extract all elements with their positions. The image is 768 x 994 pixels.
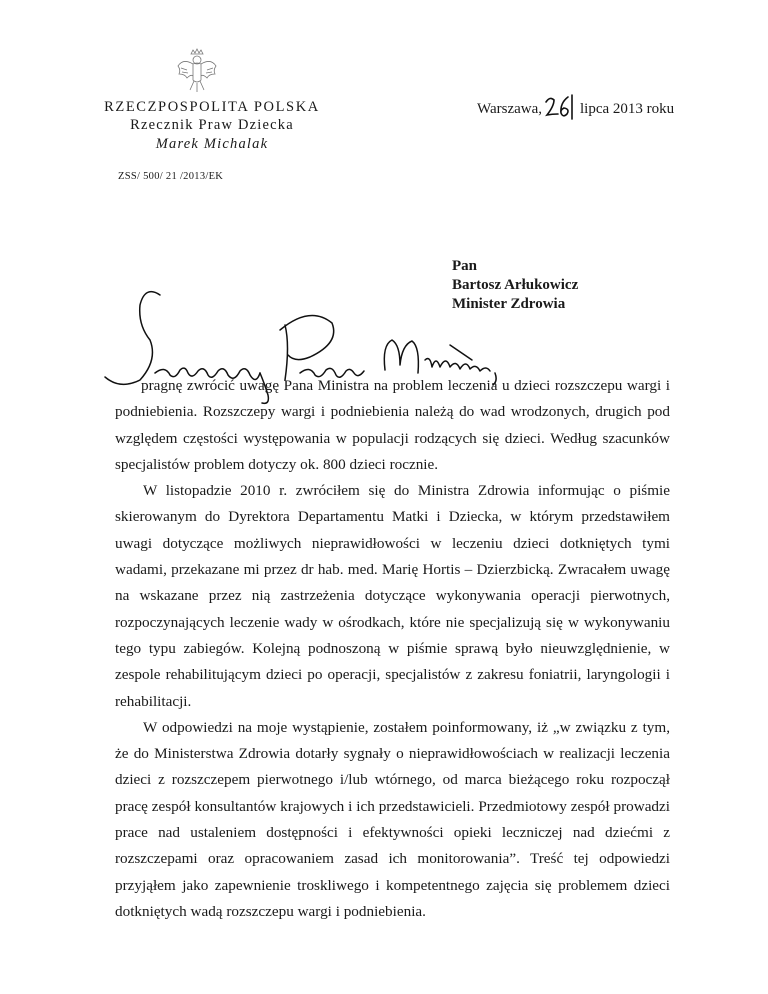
paragraph: W odpowiedzi na moje wystąpienie, zostałem poinformowany, iż „w związku z tym, że do Ministerstwa Zdrowia dotarły sygnały o nieprawidłowościach w realizacji leczenia dzieci z rozszczepem pierwotnego i/lub wtórnego, od marca bieżącego roku rozpoczął pracę zespół konsultantów krajowych i ich przedstawicieli. Przedmiotowy zespół prowadzi prace nad ustaleniem dostępności i efektywności opieki leczniczej nad dziećmi z rozszczepami oraz opracowaniem zasad ich monitorowania”. Treść tej odpowiedzi przyjąłem jako zapewnienie troskliwego i kompetentnego zajęcia się problemem dzieci dotkniętych wadą rozszczepu wargi i podniebienia. xyxy=(115,718,670,920)
addressee-name: Bartosz Arłukowicz xyxy=(452,277,579,293)
office-name: Rzecznik Praw Dziecka xyxy=(130,117,294,133)
institution-name: RZECZPOSPOLITA POLSKA xyxy=(104,99,320,115)
handwritten-day-icon xyxy=(542,93,580,121)
month-year: lipca 2013 roku xyxy=(580,101,675,117)
addressee-title: Pan xyxy=(452,258,478,274)
city: Warszawa, xyxy=(477,101,543,117)
reference-number: ZSS/ 500/ 21 /2013/EK xyxy=(118,171,224,182)
paragraph: W listopadzie 2010 r. zwróciłem się do Ministra Zdrowia informując o piśmie skierowanym do Dyrektora Departamentu Matki i Dziecka, w którym przedstawiłem uwagi dotyczące możliwych nieprawidłowości w leczeniu dzieci dotkniętych tymi wadami, przekazane mi przez dr hab. med. Marię Hortis – Dzierzbicką. Zwracałem uwagę na wskazane przez nią zastrzeżenia dotyczące wykonywania operacji pierwotnych, rozpoczynających leczenie wady w ośrodkach, które nie specjalizują się w wykonywaniu tego typu zabiegów. Kolejną podnoszoną w piśmie sprawą było nieuwzględnienie, w zespole rehabilitującym dzieci po operacji, specjalistów z zakresu foniatrii, laryngologii i rehabilitacji. xyxy=(115,482,670,710)
addressee-position: Minister Zdrowia xyxy=(452,296,566,312)
letter-body xyxy=(115,373,670,925)
sender-name: Marek Michalak xyxy=(155,136,269,152)
eagle-emblem-icon xyxy=(175,48,219,98)
sender-header xyxy=(92,98,332,154)
place-date xyxy=(477,93,674,121)
paragraph: pragnę zwrócić uwagę Pana Ministra na problem leczenia u dzieci rozszczepu wargi i podniebienia. Rozszczepy wargi i podniebienia należą do wad wrodzonych, drugich pod względem częstości występowania w populacji rodzących się dzieci. Według szacunków specjalistów problem dotyczy ok. 800 dzieci rocznie. xyxy=(115,377,670,473)
